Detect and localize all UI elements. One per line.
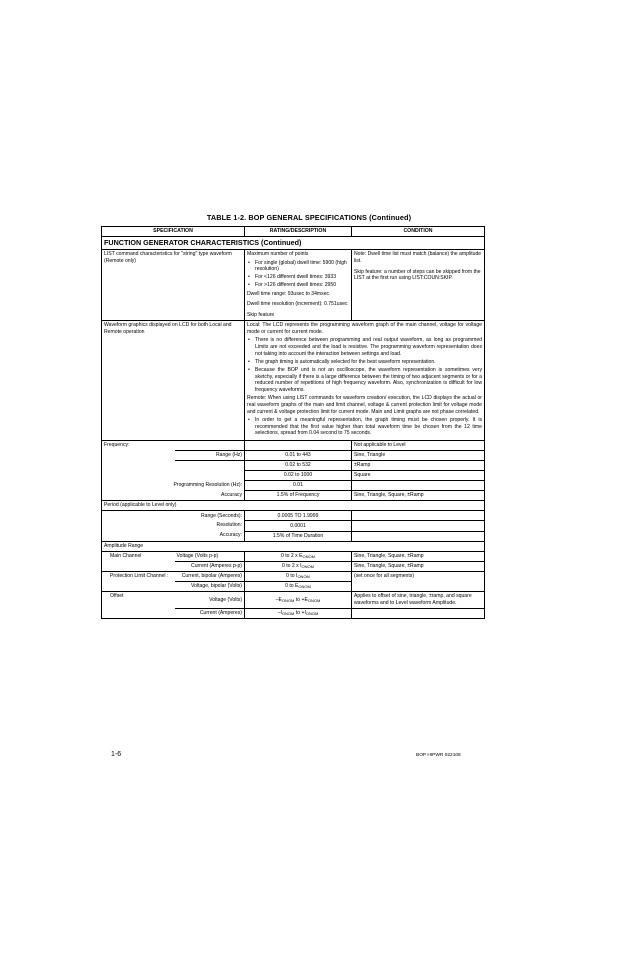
list-cmd-bullets [247,260,349,290]
table-row-amplitude [102,541,485,551]
main-current-cond: Sine, Triangle, Square, ±Ramp [352,561,485,571]
period-label: Period (applicable to Level only) [102,501,485,511]
frequency-accuracy-value: 1.5% of Frequency [245,491,352,501]
offset-cond: Applies to offset of sine, triangle, ±ramp, and square waveforms and to Level waveform Amplitude. [352,592,485,609]
offset-current-value: $-I_{ONOM}$ to $+I_{ONOM}$ [245,608,352,618]
table-row-period [102,501,485,511]
offset-current-label: Current (Amperes) [102,608,245,618]
period-res-value: 0.0001 [245,521,352,531]
table-title: TABLE 1-2. BOP GENERAL SPECIFICATIONS (Continued) [206,213,412,222]
specifications-table [101,226,485,619]
frequency-range-cond: Sine, Triangle [352,450,485,460]
list-cmd-cond-skip: Skip feature: a number of steps can be skipped from the LIST at the first run using LIST:COUN:SKIP. [354,268,481,282]
header-condition: CONDITION [352,227,485,237]
table-header-row [102,227,485,237]
period-range-label: Range (Seconds): [102,511,245,521]
main-voltage-cond: Sine, Triangle, Square, ±Ramp [352,551,485,561]
skip-feature: Skip feature [247,312,275,319]
dwell-range: Dwell time range: 93usec to 34msec. [247,290,331,297]
list-cmd-intro: Maximum number of points [247,251,309,258]
waveform-description [245,321,485,441]
frequency-label: Frequency: [102,440,245,450]
prot-current-label: Current, bipolar (Amperes) [175,571,245,581]
table-row-frequency-range [102,460,485,470]
main-current-label: Current (Amperes p-p) [102,561,245,571]
waveform-remote-bullets [247,417,482,437]
frequency-range-label: Range (Hz) [175,450,245,460]
table-row-main-voltage [102,551,485,561]
list-cmd-rating [245,250,352,321]
waveform-local-bullets [247,337,482,394]
table-row-offset-voltage [102,592,485,609]
period-res-label: Resolution: [102,521,245,531]
table-row-main-current [102,561,485,571]
prot-voltage-value: 0 to $E_{ONOM}$ [245,581,352,591]
frequency-accuracy-cond: Sine, Triangle, Square, ±Ramp [352,491,485,501]
protection-channel-label: Protection Limit Channel : [102,571,175,581]
list-item: • For single (global) dwell time: 5900 (high resolution) [247,260,349,273]
waveform-spec: Waveform graphics displayed on LCD for both Local and Remote operation [102,321,245,441]
period-acc-value: 1.5% of Time Duration [245,531,352,541]
page-number: 1-6 [111,751,122,758]
header-rating: RATING/DESCRIPTION [245,227,352,237]
document-id: BOP HIPWR 022108 [416,753,461,758]
frequency-cond: Not applicable to Level [352,440,485,450]
header-specification: SPECIFICATION [102,227,245,237]
frequency-range-cond: ±Ramp [352,460,485,470]
waveform-remote: Remote: When using LIST commands for waveform creation/ execution, the LCD displays the actual or real waveform graphs of the main and limit channel, voltage & current protection limit for voltage mode and current & voltage protection limit for current mode. Main and Limit graphs are not phase correlated. [247,395,482,415]
prot-voltage-label: Voltage, bipolar (Volts) [102,581,245,591]
waveform-local: Local: The LCD represents the programming waveform graph of the main channel, voltage for voltage mode or current for current mode. [247,322,482,335]
table-row-protection-voltage [102,581,485,591]
list-item: • The graph timing is automatically selected for the best waveform representation. [247,359,482,366]
table-row-list-command [102,250,485,321]
frequency-range-cond: Square [352,470,485,480]
list-item: • Because the BOP unit is not an oscilloscope, the waveform representation is sometimes very sketchy, especially if there is a large difference between the timing of two adjacent segments or for a reduced number of repetitions of high frequency waveform. Also, synchronization is difficult for low frequency waveforms. [247,367,482,394]
main-current-value: 0 to 2 x $I_{ONOM}$ [245,561,352,571]
table-row-frequency-resolution [102,481,485,491]
table-row-period-accuracy [102,531,485,541]
dwell-resolution: Dwell time resolution (increment): 0.751usec [247,301,348,308]
offset-voltage-value: $-E_{ONOM}$ to $+E_{ONOM}$ [245,592,352,609]
offset-label: Offset [102,592,175,609]
table-row-period-range [102,511,485,521]
frequency-range-value: 0.02 to 1000 [245,470,352,480]
amplitude-label: Amplitude Range [102,541,485,551]
prog-resolution-value: 0.01 [245,481,352,491]
list-item: • For >126 different dwell times: 2950 [247,282,349,289]
table-row-period-resolution [102,521,485,531]
frequency-range-value: 0.02 to 532 [245,460,352,470]
list-cmd-cond-note: Note: Dwell time list must match (balance) the amplitude list. [354,251,482,265]
period-range-value: 0.0005 TO 1.9999 [245,511,352,521]
list-item: • In order to get a meaningful representation, the graph timing must be chosen properly. It is recommended that the first value higher than total waveform time be chosen from the 12 time selections, spread from 0.04 second to 75 seconds. [247,417,482,437]
table-row-offset-current [102,608,485,618]
section-row [102,237,485,250]
table-row-waveform-graphics [102,321,485,441]
prot-current-value: 0 to $I_{ONOM}$ [245,571,352,581]
table-row-frequency [102,440,485,450]
prog-resolution-label: Programming Resolution (Hz): [102,481,245,491]
frequency-accuracy-label: Accuracy [102,491,245,501]
table-row-frequency-accuracy [102,491,485,501]
offset-voltage-label: Voltage (Volts) [175,592,245,609]
list-cmd-spec: LIST command characteristics for "string" type waveform (Remote only) [102,250,245,321]
main-voltage-label: Voltage (Volts p-p) [175,551,245,561]
list-cmd-condition [352,250,485,321]
table-row-frequency-range [102,450,485,460]
main-voltage-value: 0 to 2 x $E_{ONOM}$ [245,551,352,561]
frequency-range-value: 0.01 to 443 [245,450,352,460]
table-row-protection-current [102,571,485,581]
list-item: • For <126 different dwell times: 3933 [247,274,349,281]
prot-cond: (set once for all segments) [352,571,485,581]
period-acc-label: Accuracy: [102,531,245,541]
table-row-frequency-range [102,470,485,480]
main-channel-label: Main Channel [102,551,175,561]
list-item: • There is no difference between programming and real output waveform, as long as programmed Limits are not exceeded and the load is resistive. The programming waveform representation does not taking into account the interaction between settings and load. [247,337,482,357]
section-title: FUNCTION GENERATOR CHARACTERISTICS (Continued) [102,237,485,250]
